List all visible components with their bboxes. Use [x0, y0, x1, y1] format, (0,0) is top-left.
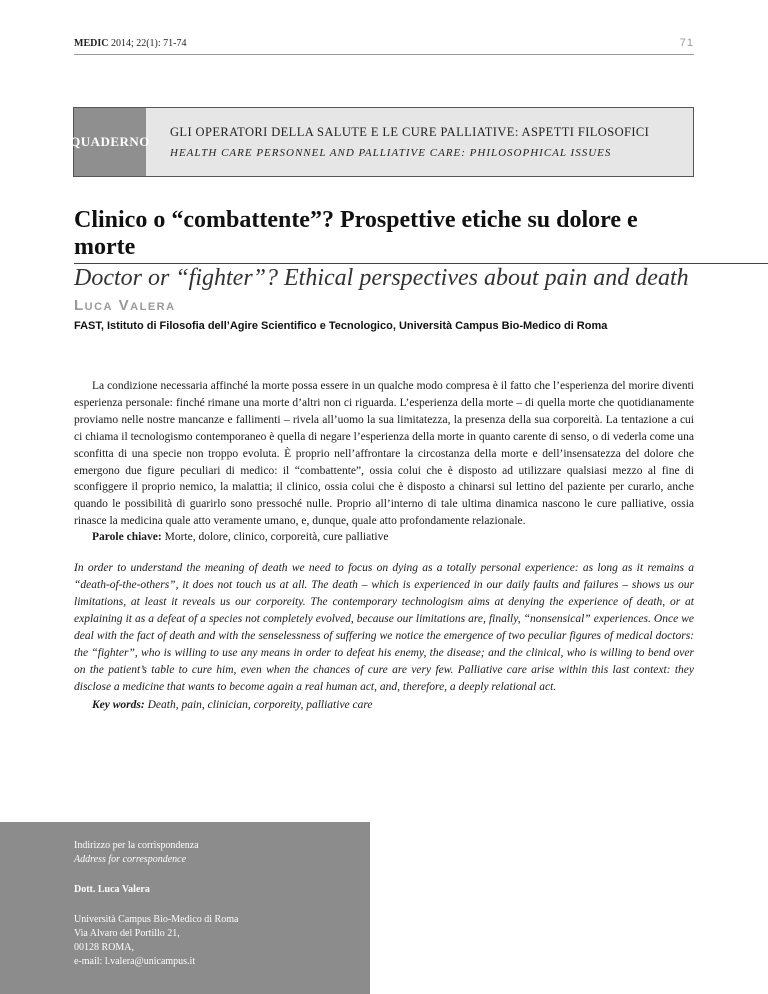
keywords-italian: [92, 531, 388, 543]
header-rule: [74, 54, 694, 55]
correspondence-label-it: Indirizzo per la corrispondenza: [74, 840, 199, 851]
keywords-list-it: Morte, dolore, clinico, corporeità, cure palliative: [164, 531, 389, 543]
citation-text: 2014; 22(1): 71-74: [110, 38, 187, 49]
abstract-english: In order to understand the meaning of death we need to focus on dying as a totally personal experience: as long as it remains a “death-of-the-others”, it does not touch us at all. The death – which is experienced in our daily faults and failures – shows us our limitations, at least it reveals us our corporeity. The contemporary technologism aims at denying the experience of death, or at explaining it as a defeat of a species not completely evolved, because our limitations are, finally, “nonsensical” experiences. Once we deal with the fact of death and with the senselessness of suffering we notice the emergence of two peculiar figures of medical doctors: the “fighter”, who is willing to use any means in order to defeat his enemy, the disease; and the clinical, who is willing to bend over on the patient’s table to cure him, even when the chances of cure are very few. Palliative care arise within this last context: they disclose a medicine that wants to become again a real human act, and, therefore, a deeply relational act.: [74, 562, 694, 693]
keywords-english: [92, 699, 373, 711]
correspondence-label-en: Address for correspondence: [74, 854, 187, 865]
article-title-it: Clinico o “combattente”? Prospettive etiche su dolore e morte: [74, 207, 638, 260]
correspondence-box: [0, 822, 370, 994]
section-title-en: HEALTH CARE PERSONNEL AND PALLIATIVE CARE: PHILOSOPHICAL ISSUES: [170, 147, 612, 159]
correspondence-address-line2: Via Alvaro del Portillo 21,: [74, 928, 180, 939]
journal-citation: [74, 38, 187, 49]
keywords-list-en: Death, pain, clinician, corporeity, palliative care: [147, 699, 373, 711]
section-banner: [70, 107, 694, 177]
author-affiliation: FAST, Istituto di Filosofia dell’Agire Scientifico e Tecnologico, Università Campus Bio-Medico di Roma: [74, 320, 608, 332]
author-name: Luca Valera: [74, 297, 176, 314]
abstract-italian: La condizione necessaria affinché la morte possa essere in un qualche modo compresa è il fatto che l’esperienza del morire diventi esperienza personale: finché rimane una morte d’altri non ci riguarda. L’esperienza della morte – di quella morte che quotidianamente proviamo nelle nostre mancanze e fallimenti – rivela all’uomo la sua limitatezza, la presenza della sua corporeità. La tentazione a cui ci chiama il tecnologismo contemporaneo è quella di negare l’esperienza della morte in quanto carente di senso, o di vederla come una sconfitta di una specie non troppo evoluta. È proprio nell’affrontare la circostanza della morte e dell’insensatezza del dolore che emergono due figure peculiari di medico: il “combattente”, ossia colui che è disposto ad utilizzare qualsiasi mezzo al fine di sconfiggere il proprio nemico, la malattia; il clinico, ossia colui che è disposto a chinarsi sul lettino del paziente per curarlo, anche quando le possibilità di guarirlo sono pressoché nulle. Proprio all’interno di tale ultima dinamica nascono le cure palliative, ossia rinasce la medicina quale atto veramente umano, e, dunque, quale atto profondamente relazionale.: [74, 380, 694, 528]
section-title-it: GLI OPERATORI DELLA SALUTE E LE CURE PALLIATIVE: ASPETTI FILOSOFICI: [170, 125, 650, 139]
section-label: QUADERNO: [74, 108, 146, 176]
correspondence-address-line3: 00128 ROMA,: [74, 942, 135, 953]
title-rule: [74, 263, 768, 264]
correspondence-name: Dott. Luca Valera: [74, 884, 150, 895]
correspondence-email[interactable]: e-mail: l.valera@unicampus.it: [74, 956, 196, 967]
keywords-label-en: Key words:: [92, 699, 145, 711]
correspondence-address-line1: Università Campus Bio-Medico di Roma: [74, 914, 239, 925]
keywords-label-it: Parole chiave:: [92, 531, 162, 543]
page-number: 71: [679, 37, 694, 49]
journal-name: MEDIC: [74, 38, 109, 49]
article-title-en: Doctor or “fighter”? Ethical perspectives about pain and death: [74, 265, 689, 291]
